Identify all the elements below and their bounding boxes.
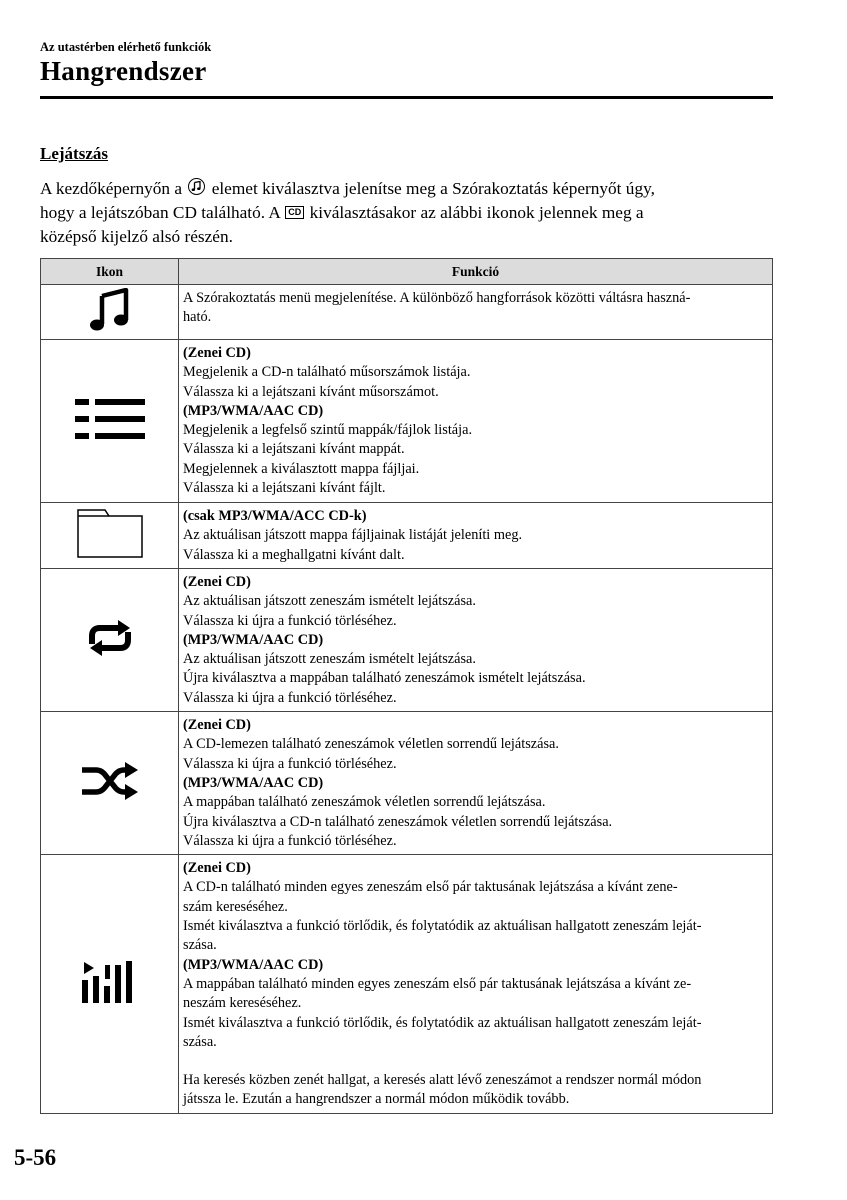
function-text: A CD-lemezen található zeneszámok véletlen sorrendű lejátszása.: [183, 736, 559, 753]
page-number: 5-56: [14, 1145, 57, 1170]
intro-line-3: középső kijelző alsó részén.: [40, 227, 233, 247]
function-cell: [179, 712, 773, 855]
shuffle-icon: [80, 761, 140, 801]
function-cell: [179, 569, 773, 712]
column-header-function: Funkció: [179, 259, 773, 285]
function-cell: [179, 340, 773, 503]
function-text: A mappában található zeneszámok véletlen sorrendű lejátszása.: [183, 794, 546, 811]
media-type-heading: (Zenei CD): [183, 717, 251, 734]
icon-cell: [41, 285, 179, 340]
table-header-row: [41, 259, 773, 285]
function-text: Újra kiválasztva a mappában található zeneszámok ismételt lejátszása.: [183, 670, 586, 687]
function-text: Válassza ki újra a funkció törléséhez.: [183, 755, 397, 772]
intro-text: hogy a lejátszóban CD található. A: [40, 203, 280, 223]
function-text: Válassza ki újra a funkció törléséhez.: [183, 612, 397, 629]
table-row: [41, 503, 773, 569]
folder-icon: [77, 508, 143, 558]
intro-line-2: [40, 201, 773, 225]
function-text: Az aktuálisan játszott zeneszám ismételt lejátszása.: [183, 593, 476, 610]
function-text: Válassza ki a lejátszani kívánt mappát.: [183, 441, 405, 458]
function-text: A CD-n található minden egyes zeneszám első pár taktusának lejátszása a kívánt zene-: [183, 879, 678, 896]
table-row: [41, 285, 773, 340]
music-note-circle-icon: [188, 178, 205, 195]
function-text: Válassza ki a lejátszani kívánt műsorszámot.: [183, 383, 439, 400]
media-type-heading: (MP3/WMA/AAC CD): [183, 631, 324, 648]
function-text: szám kereséséhez.: [183, 898, 288, 915]
table-row: [41, 855, 773, 1114]
intro-line-1: [40, 177, 773, 201]
function-text: Újra kiválasztva a CD-n található zeneszámok véletlen sorrendű lejátszása.: [183, 813, 613, 830]
paragraph-gap: [183, 1052, 766, 1071]
icon-function-table: [40, 258, 773, 1114]
function-cell: [179, 285, 773, 340]
function-text: Válassza ki újra a funkció törléséhez.: [183, 832, 397, 849]
cd-icon: CD: [285, 206, 304, 219]
scan-icon: [82, 959, 138, 1003]
section-heading: Lejátszás: [40, 144, 108, 163]
icon-cell: [41, 503, 179, 569]
table-row: [41, 340, 773, 503]
table-row: [41, 569, 773, 712]
function-text: szása.: [183, 1033, 217, 1050]
icon-cell: [41, 569, 179, 712]
media-type-heading: (Zenei CD): [183, 345, 251, 361]
intro-paragraph: [40, 177, 773, 250]
function-text: Válassza ki újra a funkció törléséhez.: [183, 689, 397, 706]
title-divider: [40, 96, 773, 99]
function-text: játssza le. Ezután a hangrendszer a normál módon működik tovább.: [183, 1091, 570, 1108]
function-cell: [179, 855, 773, 1114]
function-text: Ismét kiválasztva a funkció törlődik, és folytatódik az aktuálisan hallgatott zeneszám leját-: [183, 1014, 702, 1031]
function-text: Megjelenik a legfelső szintű mappák/fájlok listája.: [183, 422, 473, 439]
function-text: A mappában található minden egyes zeneszám első pár taktusának lejátszása a kívánt ze-: [183, 975, 692, 992]
function-text: Az aktuálisan játszott mappa fájljainak listáját jeleníti meg.: [183, 527, 523, 544]
media-type-heading: (MP3/WMA/AAC CD): [183, 774, 324, 791]
page-title: Hangrendszer: [40, 56, 207, 86]
function-text: A Szórakoztatás menü megjelenítése. A különböző hangforrások közötti váltásra haszná-: [183, 290, 691, 306]
function-text: Megjelenik a CD-n található műsorszámok listája.: [183, 364, 471, 381]
icon-cell: [41, 712, 179, 855]
media-type-heading: (Zenei CD): [183, 860, 251, 877]
list-icon: [75, 399, 145, 439]
function-text: Válassza ki a lejátszani kívánt fájlt.: [183, 480, 386, 497]
function-cell: [179, 503, 773, 569]
function-text: Ismét kiválasztva a funkció törlődik, és folytatódik az aktuálisan hallgatott zeneszám leját-: [183, 918, 702, 935]
section-kicker: Az utastérben elérhető funkciók: [40, 40, 212, 54]
media-type-heading: (Zenei CD): [183, 574, 251, 590]
icon-cell: [41, 855, 179, 1114]
function-text: szása.: [183, 937, 217, 954]
icon-cell: [41, 340, 179, 503]
column-header-icon: Ikon: [41, 259, 179, 285]
media-type-heading: (csak MP3/WMA/ACC CD-k): [183, 508, 367, 524]
intro-text: A kezdőképernyőn a: [40, 179, 183, 198]
repeat-icon: [82, 618, 138, 658]
function-text: Az aktuálisan játszott zeneszám ismételt lejátszása.: [183, 651, 476, 668]
function-text: Ha keresés közben zenét hallgat, a keresés alatt lévő zeneszámot a rendszer normál módon: [183, 1072, 702, 1089]
function-text: ható.: [183, 309, 212, 326]
intro-text: elemet kiválasztva jelenítse meg a Szórakoztatás képernyőt úgy,: [211, 179, 655, 198]
function-text: Válassza ki a meghallgatni kívánt dalt.: [183, 546, 405, 563]
music-note-icon: [88, 288, 132, 332]
function-text: neszám kereséséhez.: [183, 995, 302, 1012]
intro-text: kiválasztásakor az alábbi ikonok jelennek meg a: [309, 203, 644, 223]
media-type-heading: (MP3/WMA/AAC CD): [183, 956, 324, 973]
table-row: [41, 712, 773, 855]
media-type-heading: (MP3/WMA/AAC CD): [183, 402, 324, 419]
function-text: Megjelennek a kiválasztott mappa fájljai.: [183, 460, 420, 477]
